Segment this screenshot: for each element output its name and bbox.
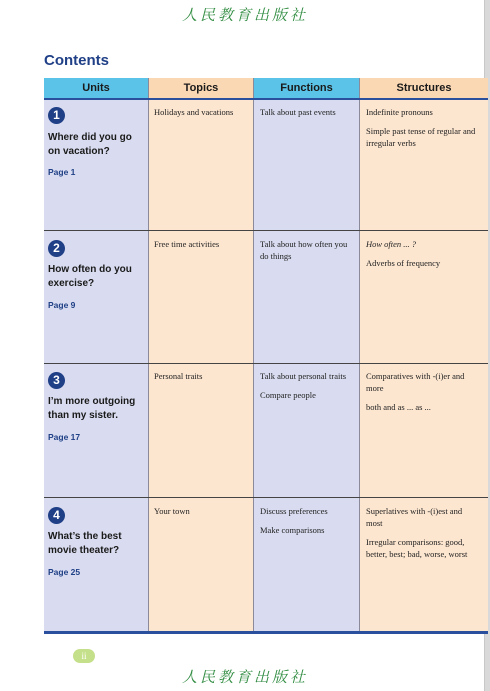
header-functions: Functions	[254, 78, 359, 98]
unit-page-link[interactable]: Page 17	[48, 432, 81, 442]
topic-cell: Holidays and vacations	[154, 107, 234, 117]
unit-page-link[interactable]: Page 1	[48, 167, 76, 177]
column-divider	[359, 78, 360, 634]
topic-cell: Your town	[154, 506, 190, 516]
function-item: Discuss preferences	[260, 506, 328, 516]
table-bottom-rule	[44, 631, 488, 634]
header-rule	[44, 98, 488, 100]
functions-cell	[260, 106, 356, 125]
row-divider	[44, 230, 488, 231]
functions-cell	[260, 505, 356, 543]
function-item: Compare people	[260, 390, 316, 400]
topic-cell: Free time activities	[154, 239, 220, 249]
structure-item: Superlatives with -(i)est and most	[366, 506, 463, 528]
unit-number-badge: 1	[48, 107, 65, 124]
topic-cell: Personal traits	[154, 371, 203, 381]
function-item: Talk about past events	[260, 107, 336, 117]
functions-column	[254, 78, 359, 634]
unit-page-link[interactable]: Page 9	[48, 300, 76, 310]
unit-number-badge: 3	[48, 372, 65, 389]
structure-item: both and as ... as ...	[366, 402, 431, 412]
column-divider	[253, 78, 254, 634]
unit-title: Where did you go on vacation?	[48, 132, 132, 157]
row-divider	[44, 497, 488, 498]
topics-column	[149, 78, 253, 634]
page-title: Contents	[44, 52, 109, 69]
unit-page-link[interactable]: Page 25	[48, 567, 81, 577]
header-units: Units	[44, 78, 148, 98]
functions-cell	[260, 370, 356, 408]
header-topics: Topics	[149, 78, 253, 98]
structure-item: Indefinite pronouns	[366, 107, 433, 117]
structures-cell	[366, 505, 478, 567]
structure-item: Irregular comparisons: good, better, best; bad, worse, worst	[366, 537, 468, 559]
structures-cell	[366, 106, 478, 156]
structures-cell	[366, 238, 478, 276]
header-structures: Structures	[360, 78, 488, 98]
row-divider	[44, 363, 488, 364]
unit-title: I’m more outgoing than my sister.	[48, 396, 136, 421]
contents-table	[44, 78, 488, 634]
publisher-logo-top: 人民教育出版社	[181, 6, 308, 24]
structures-cell	[366, 370, 478, 420]
structure-item: Adverbs of frequency	[366, 258, 441, 268]
unit-number-badge: 2	[48, 240, 65, 257]
structure-item: Comparatives with -(i)er and more	[366, 371, 465, 393]
publisher-logo-bottom: 人民教育出版社	[181, 668, 308, 686]
page-number-badge: ii	[73, 649, 95, 663]
unit-number-badge: 4	[48, 507, 65, 524]
unit-title: What’s the best movie theater?	[48, 531, 122, 556]
unit-title: How often do you exercise?	[48, 264, 132, 289]
structure-item: How often ... ?	[366, 239, 417, 249]
structure-item: Simple past tense of regular and irregular verbs	[366, 126, 476, 148]
function-item: Talk about personal traits	[260, 371, 347, 381]
function-item: Talk about how often you do things	[260, 239, 348, 261]
function-item: Make comparisons	[260, 525, 325, 535]
functions-cell	[260, 238, 356, 269]
column-divider	[148, 78, 149, 634]
